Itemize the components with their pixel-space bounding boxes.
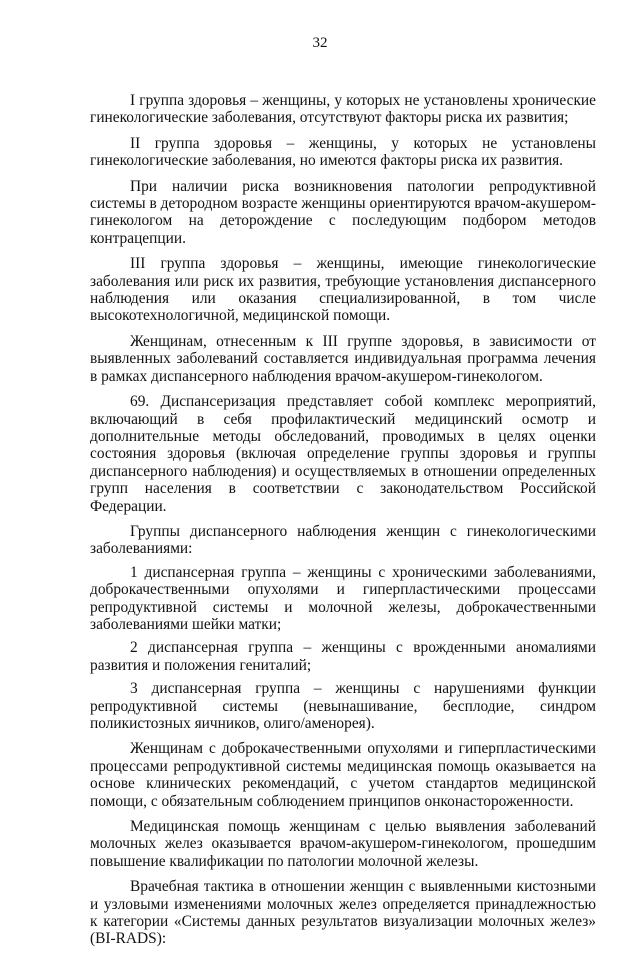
paragraph-breast-care: Медицинская помощь женщинам с целью выявления заболеваний молочных желез оказывается врачом-акушером-гинекологом, прошедшим повышение квалификации по патологии молочной железы.	[90, 818, 596, 870]
paragraph-health-group-1: I группа здоровья – женщины, у которых не установлены хронические гинекологические заболевания, отсутствуют факторы риска их развития;	[90, 92, 596, 127]
paragraph-bi-rads-tactics: Врачебная тактика в отношении женщин с выявленными кистозными и узловыми изменениями молочных желез определяется принадлежностью к категории «Системы данных результатов визуализации молочных желез» (BI-RADS):	[90, 878, 596, 948]
paragraph-health-group-2: II группа здоровья – женщины, у которых не установлены гинекологические заболевания, но имеются факторы риска их развития.	[90, 134, 596, 170]
page-number: 32	[312, 35, 328, 51]
paragraph-dispensary-group-3: 3 диспансерная группа – женщины с нарушениями функции репродуктивной системы (невынашивание, бесплодие, синдром поликистозных яичников, олиго/аменорея).	[90, 680, 596, 732]
paragraph-benign-tumors-care: Женщинам с доброкачественными опухолями и гиперпластическими процессами репродуктивной системы медицинская помощь оказывается на основе клинических рекомендаций, с учетом стандартов медицинской помощи, с обязательным соблюдением принципов онконастороженности.	[90, 740, 596, 810]
paragraph-dispensary-group-2: 2 диспансерная группа – женщины с врожденными аномалиями развития и положения гениталий;	[90, 639, 596, 674]
paragraph-dispensary-groups-intro: Группы диспансерного наблюдения женщин с гинекологическими заболеваниями:	[90, 522, 596, 558]
paragraph-reproductive-risk: При наличии риска возникновения патологии репродуктивной системы в детородном возрасте женщины ориентируются врачом-акушером-гинекологом на деторождение с последующим подбором методов контрацепции.	[90, 177, 596, 247]
paragraph-group-3-program: Женщинам, отнесенным к III группе здоровья, в зависимости от выявленных заболеваний составляется индивидуальная программа лечения в рамках диспансерного наблюдения врачом-акушером-гинекологом.	[90, 332, 596, 385]
paragraph-health-group-3: III группа здоровья – женщины, имеющие гинекологические заболевания или риск их развития, требующие установления диспансерного наблюдения или оказания специализированной, в том числе высокотехнологичной, медицинской помощи.	[90, 255, 596, 325]
paragraph-item-69-dispensarization: 69. Диспансеризация представляет собой комплекс мероприятий, включающий в себя профилактический медицинский осмотр и дополнительные методы обследований, проводимых в целях оценки состояния здоровья (включая определение группы здоровья и группы диспансерного наблюдения) и осуществляемых в отношении определенных групп населения в соответствии с законодательством Российской Федерации.	[90, 393, 596, 515]
paragraph-dispensary-group-1: 1 диспансерная группа – женщины с хроническими заболеваниями, доброкачественными опухолями и гиперпластическими процессами репродуктивной системы и молочной железы, доброкачественными заболеваниями шейки матки;	[90, 563, 596, 633]
document-body	[90, 92, 596, 956]
